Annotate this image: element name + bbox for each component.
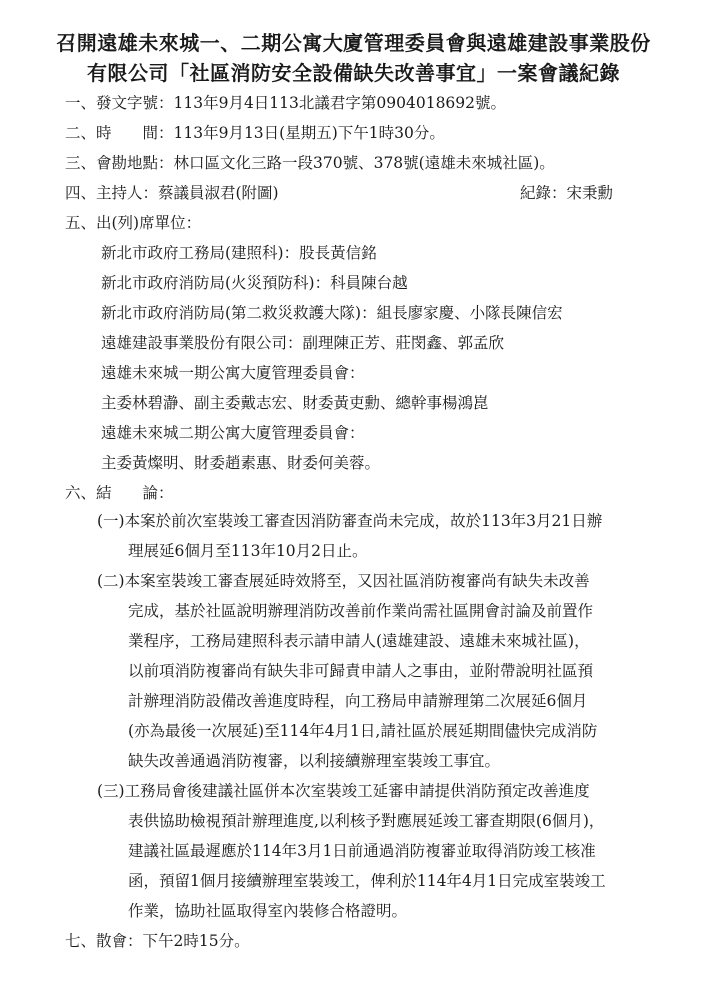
conclusion-2-line: 計辦理消防設備改善進度時程，向工務局申請辦理第二次展延6個月 (128, 692, 588, 710)
conclusion-3-line: 表供協助檢視預計辦理進度,以利核予對應展延竣工審查期限(6個月)， (128, 812, 605, 830)
conclusion-3-line: 函，預留1個月接續辦理室裝竣工，俾利於114年4月1日完成室裝竣工 (128, 872, 606, 890)
conclusion-2-line: 以前項消防複審尚有缺失非可歸責申請人之事由，並附帶說明社區預 (128, 662, 594, 680)
meeting-time-line: 二、時 間：113年9月13日(星期五)下午1時30分。 (65, 124, 445, 142)
adjourn-line: 七、散會：下午2時15分。 (65, 932, 250, 950)
document-title-line-1: 召開遠雄未來城一、二期公寓大廈管理委員會與遠雄建設事業股份 (56, 31, 651, 55)
attendee-line: 新北市政府消防局(火災預防科)：科員陳台越 (101, 274, 408, 292)
secretary-line: 紀錄：宋秉勳 (520, 184, 614, 202)
attendee-line: 遠雄未來城一期公寓大廈管理委員會： (101, 364, 365, 382)
conclusion-heading: 六、結 論： (65, 484, 174, 502)
conclusion-1-line: 理展延6個月至113年10月2日止。 (128, 542, 368, 560)
conclusion-1-line: (一)本案於前次室裝竣工審查因消防審查尚未完成，故於113年3月21日辦 (97, 512, 603, 530)
conclusion-2-line: (亦為最後一次展延)至114年4月1日,請社區於展延期間儘快完成消防 (128, 722, 598, 740)
attendee-line: 新北市政府消防局(第二救災救護大隊)：組長廖家慶、小隊長陳信宏 (101, 304, 563, 322)
conclusion-3-line: 建議社區最遲應於114年3月1日前通過消防複審並取得消防竣工核准 (128, 842, 596, 860)
doc-number-line: 一、發文字號：113年9月4日113北議君字第0904018692號。 (65, 94, 507, 112)
conclusion-3-line: 作業，協助社區取得室內裝修合格證明。 (128, 902, 408, 920)
meeting-location-line: 三、會勘地點：林口區文化三路一段370號、378號(遠雄未來城社區)。 (65, 154, 555, 172)
document-title-line-2: 有限公司「社區消防安全設備缺失改善事宜」一案會議紀錄 (87, 61, 620, 85)
conclusion-2-line: 完成，基於社區說明辦理消防改善前作業尚需社區開會討論及前置作 (128, 602, 594, 620)
conclusion-2-line: 業程序，工務局建照科表示請申請人(遠雄建設、遠雄未來城社區)， (128, 632, 590, 650)
host-row (65, 182, 665, 204)
conclusion-2-line: (二)本案室裝竣工審查展延時效將至，又因社區消防複審尚有缺失未改善 (97, 572, 590, 590)
attendee-line: 主委林碧瀞、副主委戴志宏、財委黃吏勳、總幹事楊鴻崑 (101, 394, 489, 412)
attendee-line: 新北市政府工務局(建照科)：股長黃信銘 (101, 244, 377, 262)
attendees-heading: 五、出(列)席單位： (65, 214, 202, 232)
attendee-line: 遠雄未來城二期公寓大廈管理委員會： (101, 424, 365, 442)
conclusion-3-line: (三)工務局會後建議社區併本次室裝竣工延審申請提供消防預定改善進度 (97, 782, 590, 800)
attendee-line: 遠雄建設事業股份有限公司：副理陳正芳、莊閔鑫、郭孟欣 (101, 334, 505, 352)
conclusion-2-line: 缺失改善通過消防複審，以利接續辦理室裝竣工事宜。 (128, 752, 501, 770)
attendee-line: 主委黃燦明、財委趙素惠、財委何美蓉。 (101, 454, 381, 472)
host-line: 四、主持人：蔡議員淑君(附圖) (65, 184, 279, 202)
